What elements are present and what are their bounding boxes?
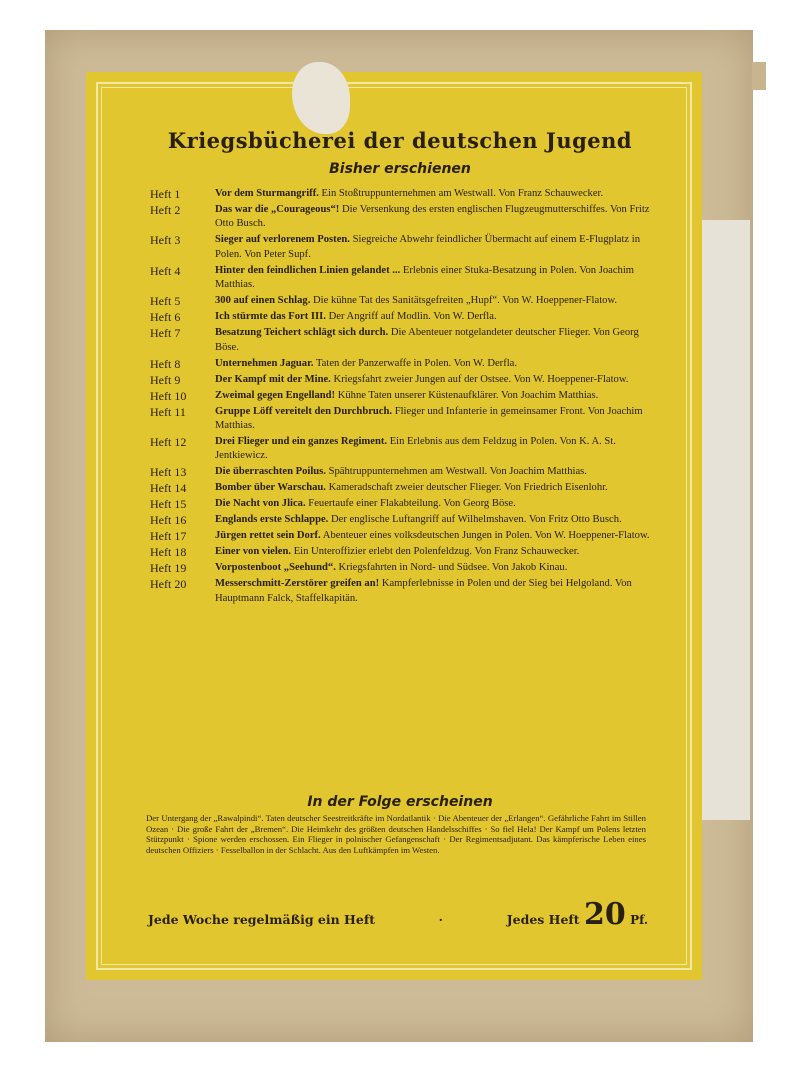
issue-title: Zweimal gegen Engelland! (215, 389, 336, 401)
issue-number: Heft 11 (150, 404, 186, 419)
issue-list (150, 187, 660, 608)
published-heading: Bisher erschienen (329, 161, 471, 177)
issue-title: Das war die „Courageous“! (215, 204, 340, 215)
issue-description: Kriegsfahrt zweier Jungen auf der Ostsee. Von W. Hoeppener-Flatow. (333, 373, 629, 385)
issue-item (150, 465, 660, 479)
issue-description: Feuertaufe einer Flakabteilung. Von Georg Böse. (308, 498, 516, 510)
issue-number: Heft 10 (150, 388, 187, 403)
price-unit: Pf. (630, 913, 648, 927)
issue-description: Ein Erlebnis aus dem Feldzug in Polen. Von K. A. St. Jentkiewicz. (215, 436, 616, 462)
issue-title: Ich stürmte das Fort III. (215, 311, 326, 323)
footer-separator: · (438, 912, 444, 927)
issue-description: Die kühne Tat des Sanitätsgefreiten „Hupf“. Von W. Hoeppener-Flatow. (313, 295, 618, 307)
issue-number: Heft 1 (150, 187, 181, 201)
issue-item (150, 513, 660, 527)
issue-item (150, 187, 660, 201)
issue-item (150, 529, 660, 543)
issue-title: Jürgen rettet sein Dorf. (215, 530, 321, 542)
issue-number: Heft 14 (150, 481, 187, 496)
issue-item (150, 264, 660, 293)
issue-title: Vorpostenboot „Seehund“. (215, 562, 336, 574)
issue-number: Heft 12 (150, 435, 187, 450)
issue-item (150, 481, 660, 495)
issue-title: Drei Flieger und ein ganzes Regiment. (215, 436, 388, 448)
series-title: Kriegsbücherei der deutschen Jugend (167, 128, 633, 153)
issue-title: Die Nacht von Jlica. (215, 498, 306, 510)
issue-number: Heft 5 (150, 294, 181, 309)
issue-description: Die Versenkung des ersten englischen Flugzeugmutterschiffes. Von Fritz Otto Busch. (215, 204, 650, 230)
issue-description: Der englische Luftangriff auf Wilhelmshaven. Von Fritz Otto Busch. (330, 514, 622, 526)
issue-description: Ein Stoßtruppunternehmen am Westwall. Von Franz Schauwecker. (321, 188, 604, 199)
issue-title: Sieger auf verlorenem Posten. (215, 234, 350, 246)
issue-title: Messerschmitt-Zerstörer greifen an! (215, 578, 380, 590)
issue-title: Unternehmen Jaguar. (215, 357, 314, 369)
issue-item (150, 310, 660, 324)
issue-number: Heft 19 (150, 561, 187, 576)
issue-title: Bomber über Warschau. (215, 482, 326, 494)
issue-title: Englands erste Schlappe. (215, 514, 329, 526)
upcoming-text: Der Untergang der „Rawalpindi“. Taten deutscher Seestreitkräfte im Nordatlantik · Die Abenteuer der „Erlangen“. Gefährliche Fahrt im Stillen Ozean · Die große Fahrt der „Bremen“. Die Heimkehr des größten deutschen Handelsschiffes · So fiel Hela! Der Kampf um Polens letzten Stützpunkt · Spione werden erschossen. Ein Flieger in polnischer Gefangenschaft · Der Regimentsadjutant. Das kämpferische Leben eines deutschen Offiziers · Fesselballon in der Schlacht. Aus den Luftkämpfen im Westen. (146, 813, 646, 855)
issue-title: Besatzung Teichert schlägt sich durch. (215, 327, 389, 339)
weekly-note: Jede Woche regelmäßig ein Heft (148, 912, 375, 927)
issue-number: Heft 8 (150, 356, 181, 371)
issue-number: Heft 4 (150, 263, 181, 278)
issue-item (150, 373, 660, 387)
issue-item (150, 577, 660, 606)
issue-number: Heft 3 (150, 233, 181, 248)
issue-item (150, 497, 660, 511)
issue-number: Heft 7 (150, 326, 181, 341)
issue-description: Taten der Panzerwaffe in Polen. Von W. Derfla. (315, 357, 518, 369)
issue-title: 300 auf einen Schlag. (215, 295, 311, 307)
issue-number: Heft 17 (150, 529, 187, 544)
issue-item (150, 326, 660, 355)
price-footer (148, 897, 648, 932)
issue-title: Einer von vielen. (215, 546, 292, 558)
issue-item (150, 389, 660, 403)
issue-number: Heft 13 (150, 465, 187, 480)
issue-number: Heft 9 (150, 372, 181, 387)
issue-title: Die überraschten Poilus. (215, 466, 326, 478)
issue-title: Vor dem Sturmangriff. (215, 188, 319, 199)
upcoming-heading: In der Folge erscheinen (307, 794, 493, 810)
issue-description: Kriegsfahrten in Nord- und Südsee. Von Jakob Kinau. (338, 562, 568, 574)
issue-title: Gruppe Löff vereitelt den Durchbruch. (215, 405, 393, 417)
spine-strip (696, 220, 750, 820)
issue-item (150, 294, 660, 308)
issue-description: Ein Unteroffizier erlebt den Polenfeldzug. Von Franz Schauwecker. (293, 546, 580, 558)
issue-number: Heft 16 (150, 513, 187, 528)
price-label (507, 897, 648, 932)
issue-description: Erlebnis einer Stuka-Besatzung in Polen. Von Joachim Matthias. (215, 264, 635, 291)
issue-description: Siegreiche Abwehr feindlicher Übermacht auf einem E-Flugplatz in Polen. Von Peter Supf. (215, 234, 641, 260)
issue-item (150, 405, 660, 434)
price-value: 20 (583, 897, 626, 932)
issue-description: Die Abenteuer notgelandeter deutscher Flieger. Von Georg Böse. (215, 327, 639, 353)
issue-number: Heft 20 (150, 577, 187, 592)
issue-description: Kampferlebnisse in Polen und der Sieg bei Helgoland. Von Hauptmann Falck, Staffelkapitän. (215, 578, 632, 604)
issue-number: Heft 15 (150, 497, 187, 512)
issue-number: Heft 2 (150, 203, 181, 217)
issue-description: Abenteuer eines volksdeutschen Jungen in Polen. Von W. Hoeppener-Flatow. (322, 530, 650, 542)
issue-item (150, 545, 660, 559)
price-prefix: Jedes Heft (506, 912, 580, 927)
issue-item (150, 357, 660, 371)
issue-title: Hinter den feindlichen Linien gelandet ... (215, 264, 401, 276)
issue-number: Heft 18 (150, 545, 187, 560)
paper-tab (752, 62, 766, 90)
issue-item (150, 435, 660, 464)
issue-description: Kameradschaft zweier deutscher Flieger. Von Friedrich Eisenlohr. (328, 482, 608, 494)
issue-item (150, 561, 660, 575)
issue-description: Spähtruppunternehmen am Westwall. Von Joachim Matthias. (328, 466, 587, 478)
issue-item (150, 203, 660, 232)
issue-item (150, 233, 660, 262)
issue-description: Kühne Taten unserer Küstenaufklärer. Von Joachim Matthias. (337, 389, 599, 401)
issue-description: Der Angriff auf Modlin. Von W. Derfla. (328, 311, 497, 323)
issue-title: Der Kampf mit der Mine. (215, 373, 331, 385)
issue-number: Heft 6 (150, 310, 181, 325)
issue-description: Flieger und Infanterie in gemeinsamer Front. Von Joachim Matthias. (215, 405, 643, 432)
